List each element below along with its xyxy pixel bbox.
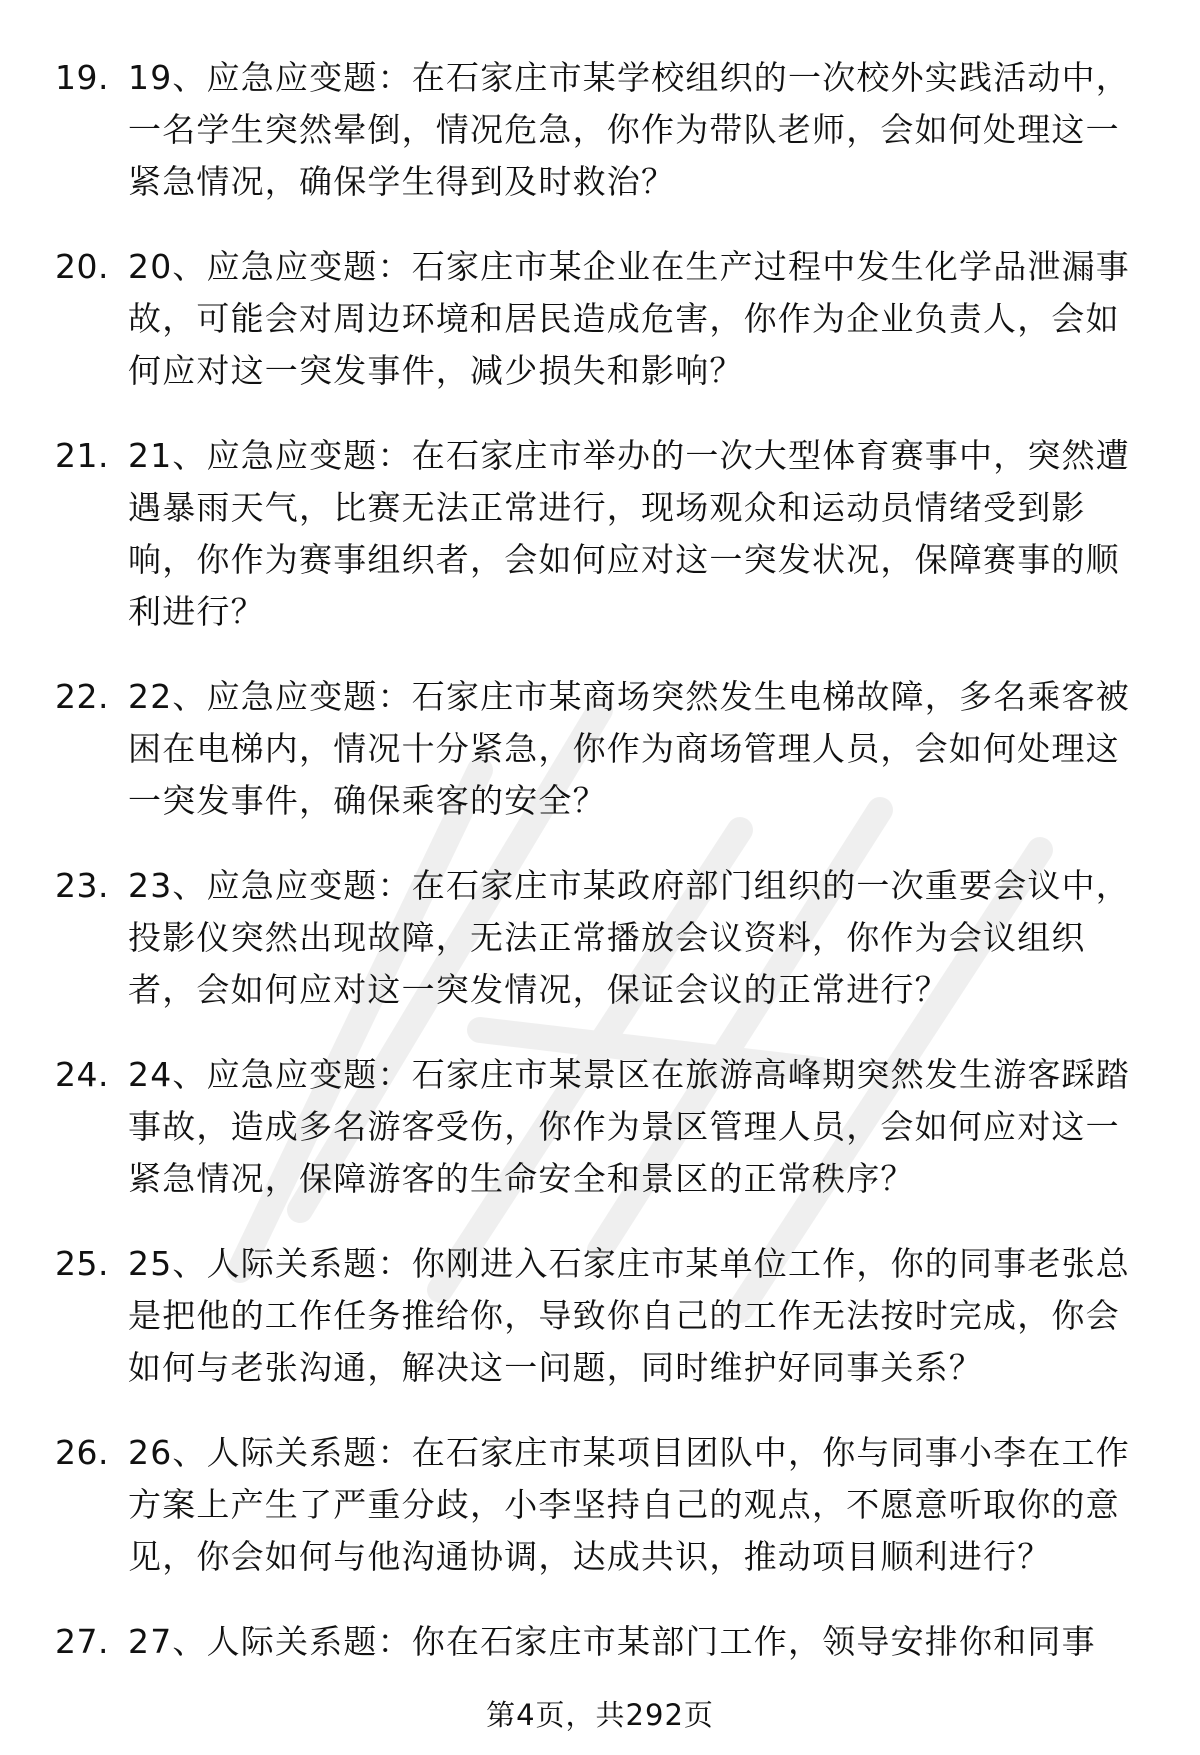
question-item (0, 860, 1200, 1016)
question-text: 22、应急应变题：石家庄市某商场突然发生电梯故障，多名乘客被困在电梯内，情况十分紧急，你作为商场管理人员，会如何处理这一突发事件，确保乘客的安全？ (128, 677, 1130, 820)
question-text: 20、应急应变题：石家庄市某企业在生产过程中发生化学品泄漏事故，可能会对周边环境和居民造成危害，你作为企业负责人，会如何应对这一突发事件，减少损失和影响？ (128, 247, 1130, 390)
question-text: 27、人际关系题：你在石家庄市某部门工作，领导安排你和同事 (128, 1622, 1096, 1661)
question-number: 22. (55, 677, 109, 716)
question-text: 23、应急应变题：在石家庄市某政府部门组织的一次重要会议中，投影仪突然出现故障，无法正常播放会议资料，你作为会议组织者，会如何应对这一突发情况，保证会议的正常进行？ (128, 866, 1130, 1009)
question-item (0, 1427, 1200, 1583)
question-text: 26、人际关系题：在石家庄市某项目团队中，你与同事小李在工作方案上产生了严重分歧，小李坚持自己的观点，不愿意听取你的意见，你会如何与他沟通协调，达成共识，推动项目顺利进行？ (128, 1433, 1130, 1576)
question-number: 19. (55, 58, 109, 97)
question-text: 19、应急应变题：在石家庄市某学校组织的一次校外实践活动中，一名学生突然晕倒，情况危急，你作为带队老师，会如何处理这一紧急情况，确保学生得到及时救治？ (128, 58, 1130, 201)
question-number: 21. (55, 436, 109, 475)
question-number: 25. (55, 1244, 109, 1283)
question-number: 24. (55, 1055, 109, 1094)
question-item (0, 671, 1200, 827)
question-number: 23. (55, 866, 109, 905)
question-item (0, 52, 1200, 208)
page-footer (0, 1695, 1200, 1735)
question-number: 27. (55, 1622, 109, 1661)
question-item (0, 1049, 1200, 1205)
question-item (0, 430, 1200, 638)
question-list (0, 52, 1200, 1701)
question-text: 24、应急应变题：石家庄市某景区在旅游高峰期突然发生游客踩踏事故，造成多名游客受伤，你作为景区管理人员，会如何应对这一紧急情况，保障游客的生命安全和景区的正常秩序？ (128, 1055, 1130, 1198)
question-text: 25、人际关系题：你刚进入石家庄市某单位工作，你的同事老张总是把他的工作任务推给你，导致你自己的工作无法按时完成，你会如何与老张沟通，解决这一问题，同时维护好同事关系？ (128, 1244, 1130, 1387)
question-number: 20. (55, 247, 109, 286)
question-number: 26. (55, 1433, 109, 1472)
question-item (0, 1616, 1200, 1668)
question-item (0, 241, 1200, 397)
question-text: 21、应急应变题：在石家庄市举办的一次大型体育赛事中，突然遭遇暴雨天气，比赛无法正常进行，现场观众和运动员情绪受到影响，你作为赛事组织者，会如何应对这一突发状况，保障赛事的顺利进行？ (128, 436, 1130, 631)
page-number-label: 第4页，共292页 (486, 1698, 714, 1732)
question-item (0, 1238, 1200, 1394)
